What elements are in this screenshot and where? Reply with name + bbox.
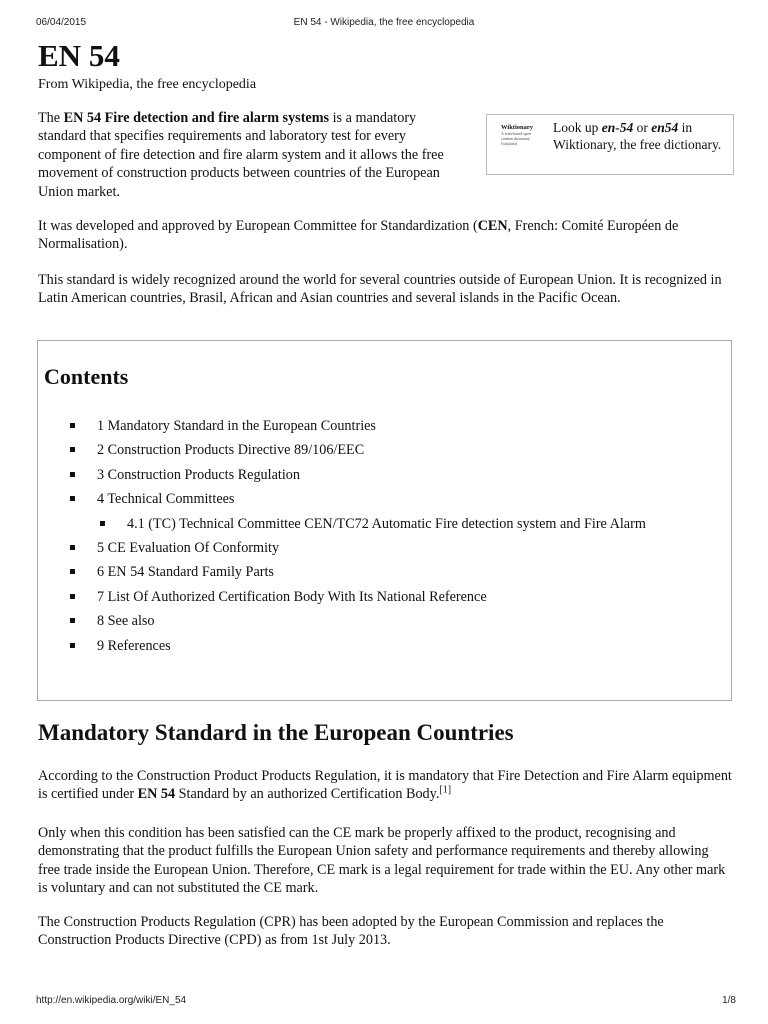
toc-link-7[interactable]: 7 List Of Authorized Certification Body With Its National Reference <box>97 588 487 605</box>
print-date: 06/04/2015 <box>36 17 87 28</box>
toc-link-4-1[interactable]: 4.1 (TC) Technical Committee CEN/TC72 Automatic Fire detection system and Fire Alarm <box>127 515 646 532</box>
section-heading-mandatory: Mandatory Standard in the European Countries <box>38 720 514 745</box>
intro-bold-term: EN 54 Fire detection and fire alarm systems <box>63 110 330 126</box>
intro-paragraph: The EN 54 Fire detection and fire alarm systems is a mandatory standard that specifies requirements and laboratory test for every component of fire detection and fire alarm system and it allows the free movement of construction products between countries of the European Union market. <box>38 110 444 200</box>
toc-list <box>68 414 728 658</box>
toc-link-5[interactable]: 5 CE Evaluation Of Conformity <box>97 540 280 557</box>
print-title: EN 54 - Wikipedia, the free encyclopedia <box>293 17 475 28</box>
section1-paragraph-1: According to the Construction Product Products Regulation, it is mandatory that Fire Detection and Fire Alarm equipment is certified under EN 54 Standard by an authorized Certification Body.[1] <box>38 768 732 803</box>
wiktionary-link-en54[interactable]: en54 <box>651 120 679 135</box>
wiktionary-text: Look up en-54 or en54 in Wiktionary, the free dictionary. <box>553 120 722 152</box>
toc-link-6[interactable]: 6 EN 54 Standard Family Parts <box>97 564 274 581</box>
page-subtitle: From Wikipedia, the free encyclopedia <box>38 77 257 92</box>
print-url: http://en.wikipedia.org/wiki/EN_54 <box>36 995 187 1006</box>
section1-paragraph-2: Only when this condition has been satisfied can the CE mark be properly affixed to the product, recognising and demonstrating that the product fulfills the European Union safety and performance requirements and thereby allowing free trade inside the European Union. Therefore, CE mark is a legal requirement for trade within the EU. Any other mark is voluntary and can not substituted the CE mark. <box>38 825 726 897</box>
toc-link-3[interactable]: 3 Construction Products Regulation <box>97 466 300 483</box>
toc-link-2[interactable]: 2 Construction Products Directive 89/106/EEC <box>97 442 365 459</box>
toc-link-9[interactable]: 9 References <box>97 637 171 654</box>
toc-link-1[interactable]: 1 Mandatory Standard in the European Countries <box>97 418 376 434</box>
section1-paragraph-3: The Construction Products Regulation (CPR) has been adopted by the European Commission and replaces the Construction Products Directive (CPD) as from 1st July 2013. <box>38 914 664 949</box>
reference-link-1[interactable]: [1] <box>439 784 452 796</box>
wiktionary-link-en-54[interactable]: en-54 <box>601 120 634 135</box>
toc-link-8[interactable]: 8 See also <box>97 613 155 630</box>
paragraph-recognition: This standard is widely recognized around the world for several countries outside of European Union. It is recognized in Latin American countries, Brasil, African and Asian countries and several islands in the Pacific Ocean. <box>38 272 722 307</box>
wiktionary-box <box>486 114 734 175</box>
toc-heading: Contents <box>44 364 129 389</box>
toc-link-4[interactable]: 4 Technical Committees <box>97 491 235 508</box>
table-of-contents <box>37 340 732 701</box>
paragraph-cen: It was developed and approved by European Committee for Standardization (CEN, French: Comité Européen de Normalisation). <box>38 218 679 253</box>
print-page-number: 1/8 <box>722 995 736 1006</box>
wiktionary-logo-icon: Wiktionary A wiki-based open content dictionary [wɪkʃənrɪ] <box>501 124 534 146</box>
page-title: EN 54 <box>38 38 120 73</box>
